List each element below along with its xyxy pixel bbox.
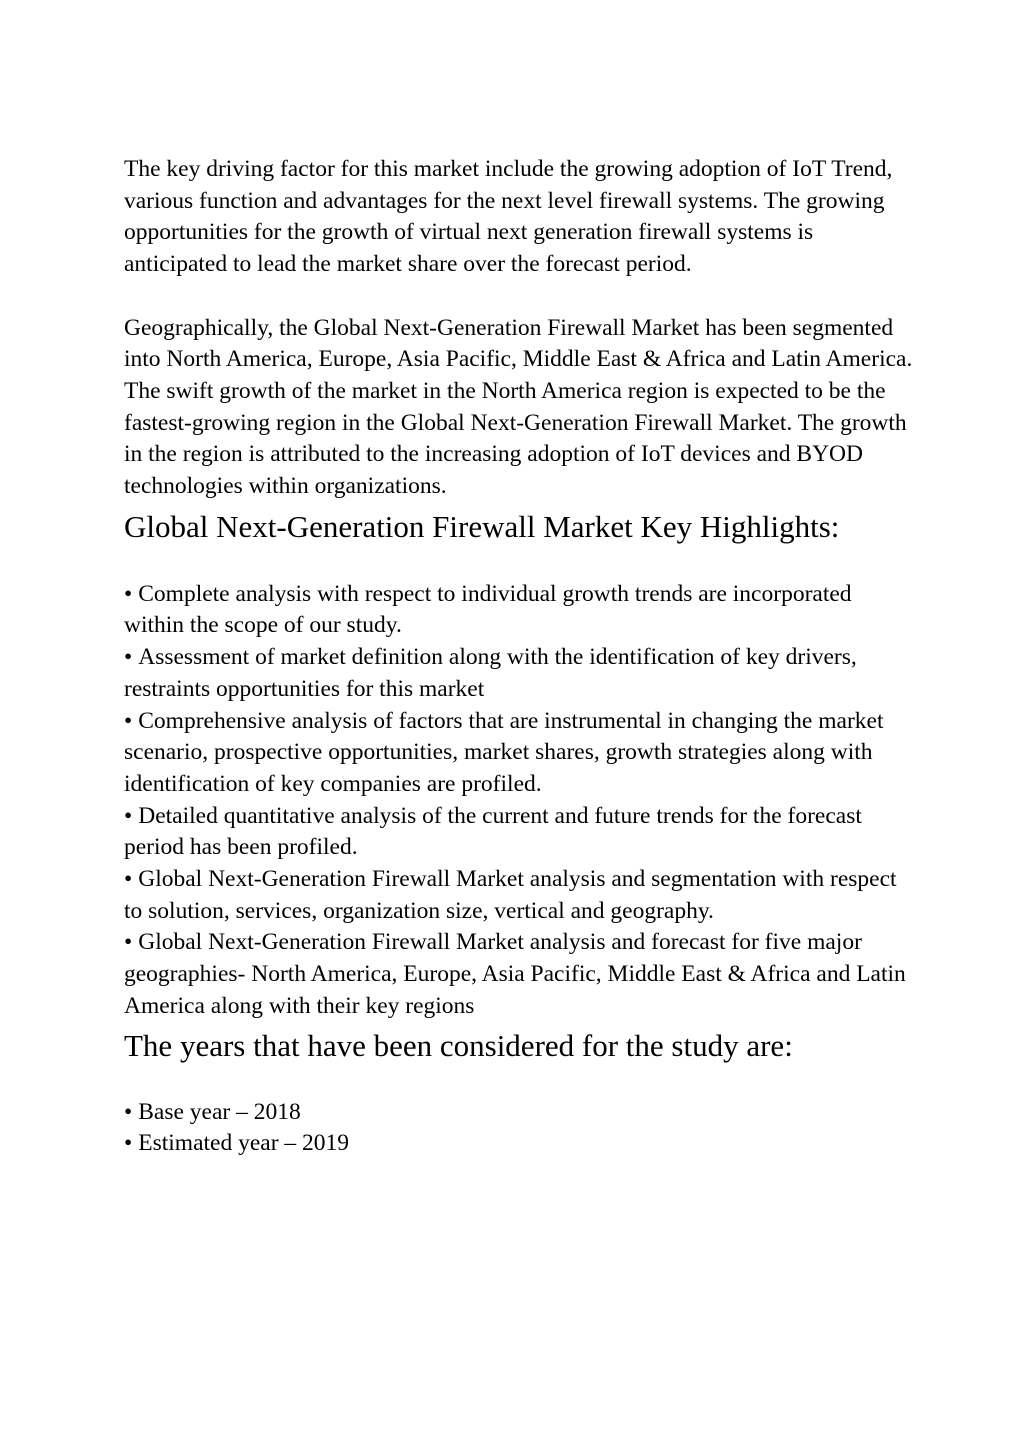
bullet-marker: • bbox=[124, 929, 133, 956]
bullet-marker: • bbox=[124, 580, 133, 607]
list-item-text: Global Next-Generation Firewall Market analysis and forecast for five major geographies- North America, Europe, Asia Pacific, Middle East & Africa and Latin America along with their key regions bbox=[124, 929, 906, 1019]
study-years-list bbox=[124, 1097, 914, 1160]
list-item bbox=[124, 927, 914, 1022]
bullet-marker: • bbox=[124, 866, 133, 893]
list-item-text: Detailed quantitative analysis of the current and future trends for the forecast period has been profiled. bbox=[124, 802, 862, 861]
list-item bbox=[124, 1128, 914, 1160]
list-item bbox=[124, 864, 914, 927]
list-item bbox=[124, 1097, 914, 1129]
key-highlights-heading: Global Next-Generation Firewall Market Key Highlights: bbox=[124, 508, 840, 544]
list-item-text: Assessment of market definition along with the identification of key drivers, restraints opportunities for this market bbox=[124, 644, 857, 702]
bullet-marker: • bbox=[124, 707, 133, 734]
list-item-text: Global Next-Generation Firewall Market analysis and segmentation with respect to solution, services, organization size, vertical and geography. bbox=[124, 866, 897, 924]
list-item-text: Comprehensive analysis of factors that are instrumental in changing the market scenario, prospective opportunities, market shares, growth strategies along with identification of key companies are profiled. bbox=[124, 707, 884, 797]
list-item-text: Complete analysis with respect to individual growth trends are incorporated within the scope of our study. bbox=[124, 580, 852, 639]
list-item bbox=[124, 801, 914, 864]
study-years-heading: The years that have been considered for the study are: bbox=[124, 1027, 793, 1063]
list-item bbox=[124, 579, 914, 642]
intro-paragraph: The key driving factor for this market include the growing adoption of IoT Trend, various function and advantages for the next level firewall systems. The growing opportunities for the growth of virtual next generation firewall systems is anticipated to lead the market share over the forecast period. bbox=[124, 156, 893, 278]
bullet-marker: • bbox=[124, 802, 133, 829]
bullet-marker: • bbox=[124, 1098, 133, 1125]
list-item-text: Base year – 2018 bbox=[138, 1098, 301, 1125]
list-item bbox=[124, 642, 914, 705]
bullet-marker: • bbox=[124, 1130, 133, 1157]
geography-paragraph: Geographically, the Global Next-Generation Firewall Market has been segmented into North America, Europe, Asia Pacific, Middle East & Africa and Latin America. The swift growth of the market in the North America region is expected to be the fastest-growing region in the Global Next-Generation Firewall Market. The growth in the region is attributed to the increasing adoption of IoT devices and BYOD technologies within organizations. bbox=[124, 314, 913, 500]
list-item-text: Estimated year – 2019 bbox=[138, 1130, 350, 1157]
bullet-marker: • bbox=[124, 644, 133, 671]
list-item bbox=[124, 706, 914, 801]
document-page bbox=[124, 154, 914, 1160]
key-highlights-list bbox=[124, 579, 914, 1023]
